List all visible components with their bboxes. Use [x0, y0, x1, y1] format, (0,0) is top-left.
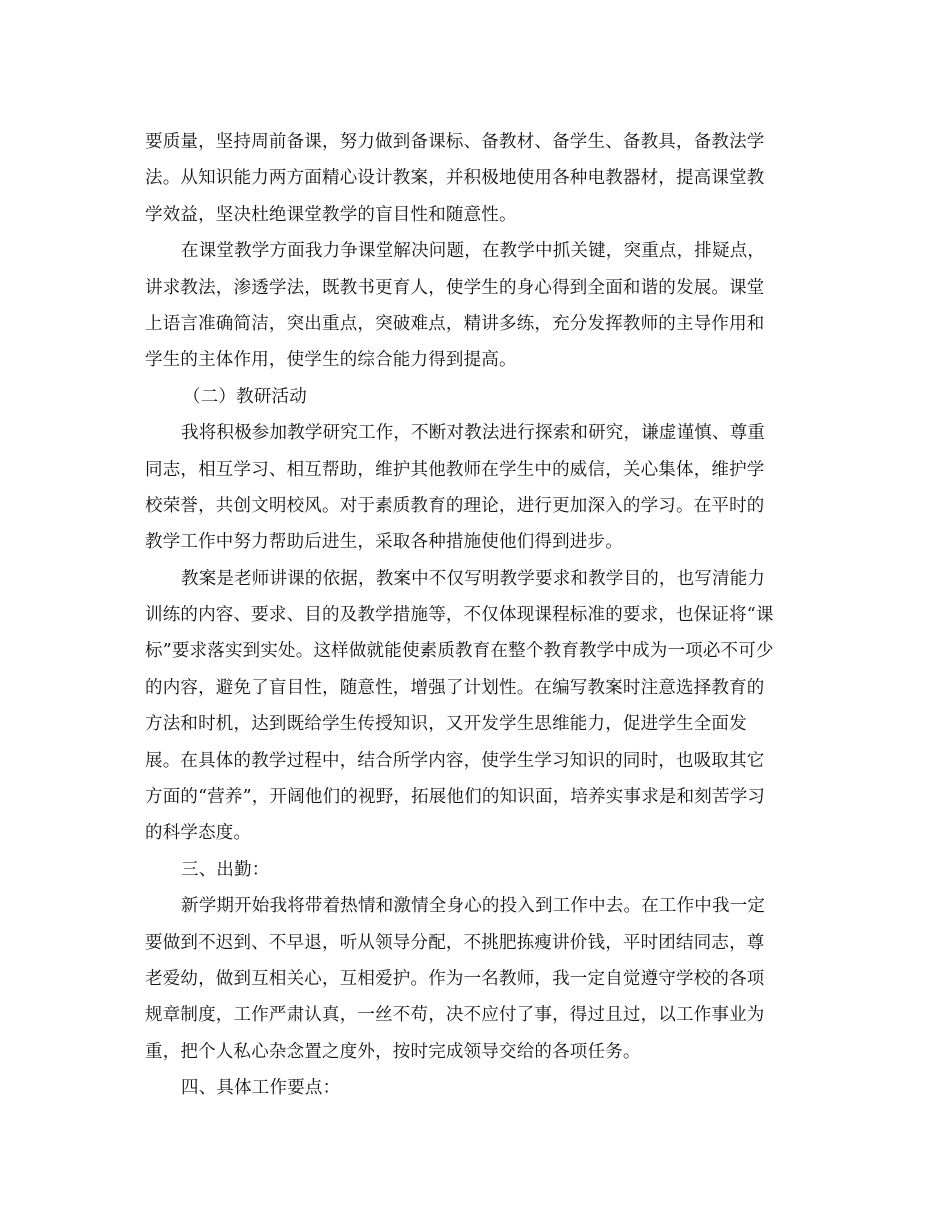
section-heading: （二）教研活动: [183, 386, 307, 407]
body-text-line: 同志，相互学习、相互帮助，维护其他教师在学生中的威信，关心集体，维护学: [145, 459, 765, 480]
body-text-line: 规章制度，工作严肃认真，一丝不苟，决不应付了事，得过且过，以工作事业为: [145, 1005, 765, 1026]
body-text-line: 学效益，坚决杜绝课堂教学的盲目性和随意性。: [145, 204, 517, 225]
section-heading: 三、出勤：: [181, 859, 270, 880]
body-text-line: 学生的主体作用，使学生的综合能力得到提高。: [145, 350, 517, 371]
body-text-line: 要质量，坚持周前备课，努力做到备课标、备教材、备学生、备教具，备教法学: [145, 132, 765, 152]
body-text-line: 的科学态度。: [145, 823, 252, 844]
body-text-line: 重，把个人私心杂念置之度外，按时完成领导交给的各项任务。: [145, 1041, 641, 1062]
body-text-line: 法。从知识能力两方面精心设计教案，并积极地使用各种电教器材，提高课堂教: [145, 168, 765, 189]
body-text-line: 标”要求落实到实处。这样做就能使素质教育在整个教育教学中成为一项必不可少: [145, 641, 774, 662]
section-heading: 四、具体工作要点：: [181, 1078, 341, 1099]
body-text-line: 训练的内容、要求、目的及教学措施等，不仅体现课程标准的要求，也保证将“课: [145, 605, 774, 626]
body-text-line: 方法和时机，达到既给学生传授知识，又开发学生思维能力，促进学生全面发: [145, 714, 747, 735]
body-text-line: 教学工作中努力帮助后进生，采取各种措施使他们得到进步。: [145, 532, 623, 553]
body-text-line: 我将积极参加教学研究工作，不断对教法进行探索和研究，谦虚谨慎、尊重: [181, 423, 766, 444]
body-text-line: 上语言准确简洁，突出重点，突破难点，精讲多练，充分发挥教师的主导作用和: [145, 313, 765, 334]
document-body: [145, 124, 810, 1107]
body-text-line: 在课堂教学方面我力争课堂解决问题，在教学中抓关键，突重点，排疑点，: [181, 241, 766, 262]
body-text-line: 老爱幼，做到互相关心，互相爱护。作为一名教师，我一定自觉遵守学校的各项: [145, 968, 765, 989]
body-text-line: 展。在具体的教学过程中，结合所学内容，使学生学习知识的同时，也吸取其它: [145, 750, 765, 771]
body-text-line: 新学期开始我将带着热情和激情全身心的投入到工作中去。在工作中我一定: [181, 896, 766, 917]
body-text-line: 讲求教法，渗透学法，既教书更育人，使学生的身心得到全面和谐的发展。课堂: [145, 277, 765, 298]
body-text-line: 校荣誉，共创文明校风。对于素质教育的理论，进行更加深入的学习。在平时的: [145, 495, 765, 516]
body-text-line: 教案是老师讲课的依据，教案中不仅写明教学要求和教学目的，也写清能力: [181, 568, 766, 589]
body-text-line: 的内容，避免了盲目性，随意性，增强了计划性。在编写教案时注意选择教育的: [145, 677, 765, 698]
body-text-line: 方面的“营养”，开阔他们的视野，拓展他们的知识面，培养实事求是和刻苦学习: [145, 787, 766, 808]
body-text-line: 要做到不迟到、不早退，听从领导分配，不挑肥拣瘦讲价钱，平时团结同志，尊: [145, 932, 765, 953]
